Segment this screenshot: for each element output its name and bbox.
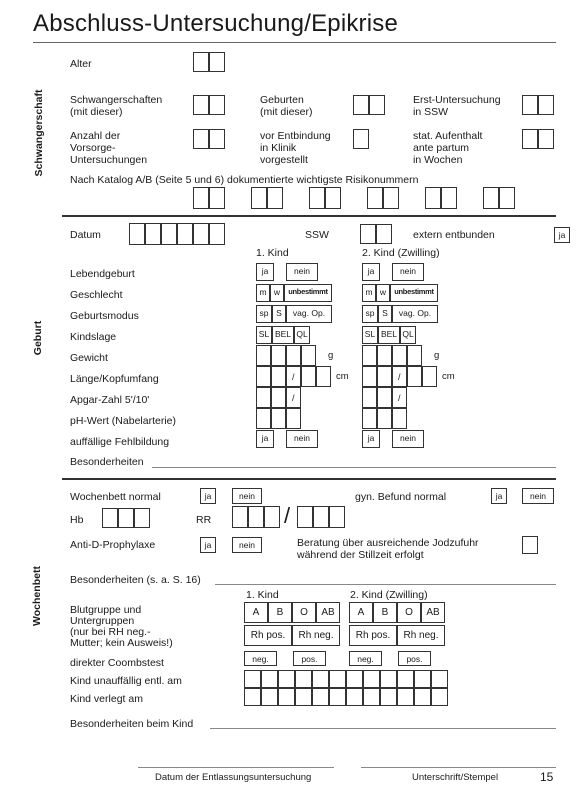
kind-2-lage-bel[interactable]: BEL	[378, 326, 400, 344]
kind-2-blutgruppe-a[interactable]: A	[349, 602, 373, 623]
kind-2-apgar-digit-2[interactable]	[377, 387, 392, 408]
kind-1-modus-vag-op[interactable]: vag. Op.	[286, 305, 332, 323]
entlassung-date-cell-2-2[interactable]	[261, 688, 278, 706]
entlassung-date-cell-2-4[interactable]	[295, 688, 312, 706]
header-wb-kind-1: 1. Kind	[246, 589, 279, 601]
line-wochenbett-besonderheiten	[215, 584, 556, 585]
kind-1-gewicht-digit-3[interactable]	[286, 345, 301, 366]
kind-1-ph-digit-3[interactable]	[286, 408, 301, 429]
kind-1-lebend-nein[interactable]: nein	[286, 263, 318, 281]
kind-2-gewicht-digit-4[interactable]	[407, 345, 422, 366]
kind-1-lebend-ja[interactable]: ja	[256, 263, 274, 281]
field-hb-1[interactable]	[102, 508, 118, 528]
field-ssw-2[interactable]	[376, 224, 392, 244]
kind-1-modus-s[interactable]: S	[272, 305, 286, 323]
label-ssw: SSW	[305, 229, 329, 241]
entlassung-date-cell-1-3[interactable]	[278, 670, 295, 688]
line-geburt-besonderheiten	[152, 467, 556, 468]
kind-2-modus-vag-op[interactable]: vag. Op.	[392, 305, 438, 323]
field-geburten-2[interactable]	[369, 95, 385, 115]
label-wochenbett-normal: Wochenbett normal	[70, 491, 161, 503]
field-geburten[interactable]	[353, 95, 369, 115]
field-datum-digit-2[interactable]	[145, 223, 161, 245]
field-rr-dia-3[interactable]	[329, 506, 345, 528]
entlassung-date-cell-1-7[interactable]	[346, 670, 363, 688]
label-geburt-besonderheiten: Besonderheiten	[70, 456, 144, 468]
entlassung-date-cell-1-8[interactable]	[363, 670, 380, 688]
kind-2-geschlecht-w[interactable]: w	[376, 284, 390, 302]
kind-1-laenge-sep: /	[292, 372, 295, 382]
page-title: Abschluss-Untersuchung/Epikrise	[33, 10, 399, 37]
field-datum-digit-6[interactable]	[209, 223, 225, 245]
row-label-7: Apgar-Zahl 5'/10'	[70, 394, 150, 406]
kind-1-rh-neg[interactable]: Rh neg.	[292, 625, 340, 646]
field-aufenthalt[interactable]	[522, 129, 538, 149]
kind-1-ph-digit-1[interactable]	[256, 408, 271, 429]
label-schwangerschaften: Schwangerschaften	[70, 94, 163, 106]
risk-number-field-2b[interactable]	[267, 187, 283, 209]
kind-1-apgar-digit-2[interactable]	[271, 387, 286, 408]
label-beratung: Beratung über ausreichende Jodzufuhr	[297, 537, 479, 549]
risk-number-field-5a[interactable]	[425, 187, 441, 209]
kind-2-laenge-digit-5[interactable]	[422, 366, 437, 387]
footer-line-datum	[138, 767, 334, 768]
kind-2-fehlbildung-ja[interactable]: ja	[362, 430, 380, 448]
field-rr-dia-1[interactable]	[297, 506, 313, 528]
page-number: 15	[540, 770, 554, 784]
kind-2-lebend-nein[interactable]: nein	[392, 263, 424, 281]
label-kind-verlegt: Kind verlegt am	[70, 693, 143, 705]
kind-1-ph-digit-2[interactable]	[271, 408, 286, 429]
kind-2-lebend-ja[interactable]: ja	[362, 263, 380, 281]
kind-1-laenge-unit: cm	[336, 371, 349, 382]
checkbox-coombs-2-neg[interactable]: neg.	[349, 651, 382, 666]
risk-number-field-1a[interactable]	[193, 187, 209, 209]
entlassung-date-cell-2-5[interactable]	[312, 688, 329, 706]
row-label-9: auffällige Fehlbildung	[70, 436, 170, 448]
entlassung-date-cell-2-7[interactable]	[346, 688, 363, 706]
kind-2-modus-sp[interactable]: sp	[362, 305, 378, 323]
checkbox-gyn-ja[interactable]: ja	[491, 488, 507, 504]
kind-1-modus-sp[interactable]: sp	[256, 305, 272, 323]
checkbox-gyn-nein[interactable]: nein	[522, 488, 554, 504]
label-kind-entlassen: Kind unauffällig entl. am	[70, 675, 182, 687]
kind-1-gewicht-digit-1[interactable]	[256, 345, 271, 366]
kind-1-laenge-digit-1[interactable]	[256, 366, 271, 387]
checkbox-klinik[interactable]	[353, 129, 369, 149]
title-rule	[33, 42, 556, 43]
entlassung-date-cell-2-3[interactable]	[278, 688, 295, 706]
entlassung-date-cell-2-8[interactable]	[363, 688, 380, 706]
row-label-4: Kindslage	[70, 331, 117, 343]
kind-2-apgar-digit-1[interactable]	[362, 387, 377, 408]
kind-2-geschlecht-m[interactable]: m	[362, 284, 376, 302]
label-gyn-befund: gyn. Befund normal	[355, 491, 447, 503]
section-divider-2	[62, 478, 556, 480]
checkbox-anti-d-nein[interactable]: nein	[232, 537, 262, 553]
kind-1-fehlbildung-nein[interactable]: nein	[286, 430, 318, 448]
entlassung-date-cell-1-12[interactable]	[431, 670, 448, 688]
risk-number-field-5b[interactable]	[441, 187, 457, 209]
field-ssw[interactable]	[360, 224, 376, 244]
kind-2-gewicht-digit-2[interactable]	[377, 345, 392, 366]
kind-2-blutgruppe-o[interactable]: O	[397, 602, 421, 623]
checkbox-coombs-1-pos[interactable]: pos.	[293, 651, 326, 666]
footer-line-unterschrift	[361, 767, 556, 768]
checkbox-anti-d-ja[interactable]: ja	[200, 537, 216, 553]
risk-number-field-6b[interactable]	[499, 187, 515, 209]
field-hb-3[interactable]	[134, 508, 150, 528]
kind-1-fehlbildung-ja[interactable]: ja	[256, 430, 274, 448]
header-kind-1: 1. Kind	[256, 247, 289, 259]
label-datum: Datum	[70, 229, 101, 241]
label-alter: Alter	[70, 58, 92, 70]
kind-1-blutgruppe-b[interactable]: B	[268, 602, 292, 623]
risk-number-field-2a[interactable]	[251, 187, 267, 209]
kind-1-blutgruppe-ab[interactable]: AB	[316, 602, 340, 623]
label-erst-untersuchung: Erst-Untersuchung	[413, 94, 501, 106]
risk-number-field-4b[interactable]	[383, 187, 399, 209]
kind-1-apgar-sep: /	[292, 393, 295, 403]
kind-2-geschlecht-unbestimmt[interactable]: unbestimmt	[390, 284, 438, 302]
kind-1-gewicht-unit: g	[328, 350, 334, 361]
label-blutgruppe-4: Mutter; kein Ausweis!)	[70, 637, 173, 649]
line-besonderheiten-kind	[210, 728, 556, 729]
entlassung-date-cell-1-1[interactable]	[244, 670, 261, 688]
kind-2-lage-sl[interactable]: SL	[362, 326, 378, 344]
rr-separator: /	[284, 503, 291, 528]
entlassung-date-cell-1-11[interactable]	[414, 670, 431, 688]
label-aufenthalt-3: in Wochen	[413, 154, 463, 166]
label-extern: extern entbunden	[413, 229, 495, 241]
checkbox-coombs-1-neg[interactable]: neg.	[244, 651, 277, 666]
label-geburten-sub: (mit dieser)	[260, 106, 313, 118]
field-datum-digit-5[interactable]	[193, 223, 209, 245]
kind-1-gewicht-digit-2[interactable]	[271, 345, 286, 366]
field-aufenthalt-2[interactable]	[538, 129, 554, 149]
kind-2-rh-neg[interactable]: Rh neg.	[397, 625, 445, 646]
field-rr-sys-2[interactable]	[248, 506, 264, 528]
entlassung-date-cell-1-2[interactable]	[261, 670, 278, 688]
section-label-schwangerschaft: Schwangerschaft	[33, 89, 45, 177]
kind-1-geschlecht-unbestimmt[interactable]: unbestimmt	[284, 284, 332, 302]
checkbox-beratung[interactable]	[522, 536, 538, 554]
label-risikonummern: Nach Katalog A/B (Seite 5 und 6) dokumentierte wichtigste Risikonummern	[70, 174, 419, 186]
label-wochenbett-besonderheiten: Besonderheiten (s. a. S. 16)	[70, 574, 201, 586]
field-datum-digit-3[interactable]	[161, 223, 177, 245]
section-label-geburt: Geburt	[32, 320, 44, 356]
label-blutgruppe-2: Untergruppen	[70, 615, 135, 627]
entlassung-date-cell-1-10[interactable]	[397, 670, 414, 688]
header-wb-kind-2: 2. Kind (Zwilling)	[350, 589, 428, 601]
entlassung-date-cell-2-12[interactable]	[431, 688, 448, 706]
label-geburten: Geburten	[260, 94, 304, 106]
kind-2-blutgruppe-b[interactable]: B	[373, 602, 397, 623]
risk-number-field-3b[interactable]	[325, 187, 341, 209]
entlassung-date-cell-2-6[interactable]	[329, 688, 346, 706]
field-schwangerschaften[interactable]	[193, 95, 209, 115]
kind-2-fehlbildung-nein[interactable]: nein	[392, 430, 424, 448]
kind-1-laenge-digit-2[interactable]	[271, 366, 286, 387]
kind-1-apgar-digit-1[interactable]	[256, 387, 271, 408]
field-datum-digit-1[interactable]	[129, 223, 145, 245]
kind-2-rh-pos[interactable]: Rh pos.	[349, 625, 397, 646]
kind-2-ph-digit-3[interactable]	[392, 408, 407, 429]
label-besonderheiten-kind: Besonderheiten beim Kind	[70, 718, 194, 730]
kind-2-laenge-unit: cm	[442, 371, 455, 382]
kind-2-laenge-digit-4[interactable]	[407, 366, 422, 387]
field-rr-sys-3[interactable]	[264, 506, 280, 528]
field-alter-2[interactable]	[209, 52, 225, 72]
label-klinik: vor Entbindung	[260, 130, 331, 142]
field-erst-untersuchung[interactable]	[522, 95, 538, 115]
footer-datum-label: Datum der Entlassungsuntersuchung	[155, 772, 312, 783]
kind-1-lage-sl[interactable]: SL	[256, 326, 272, 344]
kind-1-laenge-digit-5[interactable]	[316, 366, 331, 387]
checkbox-wochenbett-nein[interactable]: nein	[232, 488, 262, 504]
field-vorsorge-2[interactable]	[209, 129, 225, 149]
kind-2-gewicht-digit-3[interactable]	[392, 345, 407, 366]
field-rr-dia-2[interactable]	[313, 506, 329, 528]
label-schwangerschaften-sub: (mit dieser)	[70, 106, 123, 118]
entlassung-date-cell-1-9[interactable]	[380, 670, 397, 688]
kind-1-blutgruppe-o[interactable]: O	[292, 602, 316, 623]
field-hb-2[interactable]	[118, 508, 134, 528]
row-label-5: Gewicht	[70, 352, 108, 364]
kind-2-apgar-sep: /	[398, 393, 401, 403]
label-coombstest: direkter Coombstest	[70, 657, 164, 669]
label-blutgruppe: Blutgruppe und	[70, 604, 142, 616]
label-aufenthalt: stat. Aufenthalt	[413, 130, 483, 142]
entlassung-date-cell-2-10[interactable]	[397, 688, 414, 706]
row-label-6: Länge/Kopfumfang	[70, 373, 159, 385]
kind-1-gewicht-digit-4[interactable]	[301, 345, 316, 366]
field-schwangerschaften-2[interactable]	[209, 95, 225, 115]
risk-number-field-1b[interactable]	[209, 187, 225, 209]
entlassung-date-cell-1-4[interactable]	[295, 670, 312, 688]
label-anti-d: Anti-D-Prophylaxe	[70, 539, 156, 551]
kind-2-gewicht-unit: g	[434, 350, 440, 361]
kind-1-lage-ql[interactable]: QL	[294, 326, 310, 344]
entlassung-date-cell-2-11[interactable]	[414, 688, 431, 706]
entlassung-date-cell-1-6[interactable]	[329, 670, 346, 688]
checkbox-extern-ja[interactable]: ja	[554, 227, 570, 243]
row-label-3: Geburtsmodus	[70, 310, 139, 322]
kind-2-laenge-digit-2[interactable]	[377, 366, 392, 387]
label-vorsorge-3: Untersuchungen	[70, 154, 148, 166]
checkbox-coombs-2-pos[interactable]: pos.	[398, 651, 431, 666]
label-hb: Hb	[70, 514, 84, 526]
footer-unterschrift-label: Unterschrift/Stempel	[412, 772, 499, 783]
kind-1-laenge-digit-4[interactable]	[301, 366, 316, 387]
entlassung-date-cell-2-1[interactable]	[244, 688, 261, 706]
risk-number-field-4a[interactable]	[367, 187, 383, 209]
row-label-8: pH-Wert (Nabelarterie)	[70, 415, 176, 427]
field-alter[interactable]	[193, 52, 209, 72]
kind-1-lage-bel[interactable]: BEL	[272, 326, 294, 344]
risk-number-field-3a[interactable]	[309, 187, 325, 209]
kind-1-rh-pos[interactable]: Rh pos.	[244, 625, 292, 646]
kind-2-gewicht-digit-1[interactable]	[362, 345, 377, 366]
header-kind-2: 2. Kind (Zwilling)	[362, 247, 440, 259]
row-label-2: Geschlecht	[70, 289, 123, 301]
label-beratung-2: während der Stillzeit erfolgt	[297, 549, 424, 561]
section-divider-1	[62, 215, 556, 217]
kind-2-modus-s[interactable]: S	[378, 305, 392, 323]
field-datum-digit-4[interactable]	[177, 223, 193, 245]
label-klinik-2: in Klinik	[260, 142, 297, 154]
label-blutgruppe-3: (nur bei RH neg.-	[70, 626, 151, 638]
kind-2-ph-digit-1[interactable]	[362, 408, 377, 429]
label-rr: RR	[196, 514, 212, 526]
kind-2-laenge-sep: /	[398, 372, 401, 382]
label-vorsorge-2: Vorsorge-	[70, 142, 116, 154]
kind-1-geschlecht-m[interactable]: m	[256, 284, 270, 302]
kind-2-laenge-digit-1[interactable]	[362, 366, 377, 387]
kind-1-blutgruppe-a[interactable]: A	[244, 602, 268, 623]
kind-2-blutgruppe-ab[interactable]: AB	[421, 602, 445, 623]
label-aufenthalt-2: ante partum	[413, 142, 470, 154]
kind-1-geschlecht-w[interactable]: w	[270, 284, 284, 302]
risk-number-field-6a[interactable]	[483, 187, 499, 209]
kind-2-ph-digit-2[interactable]	[377, 408, 392, 429]
section-label-wochenbett: Wochenbett	[31, 566, 43, 626]
entlassung-date-cell-1-5[interactable]	[312, 670, 329, 688]
label-klinik-3: vorgestellt	[260, 154, 308, 166]
row-label-1: Lebendgeburt	[70, 268, 135, 280]
checkbox-wochenbett-ja[interactable]: ja	[200, 488, 216, 504]
field-erst-untersuchung-2[interactable]	[538, 95, 554, 115]
entlassung-date-cell-2-9[interactable]	[380, 688, 397, 706]
field-vorsorge[interactable]	[193, 129, 209, 149]
label-erst-untersuchung-sub: in SSW	[413, 106, 449, 118]
kind-2-lage-ql[interactable]: QL	[400, 326, 416, 344]
field-rr-sys-1[interactable]	[232, 506, 248, 528]
label-vorsorge: Anzahl der	[70, 130, 121, 142]
